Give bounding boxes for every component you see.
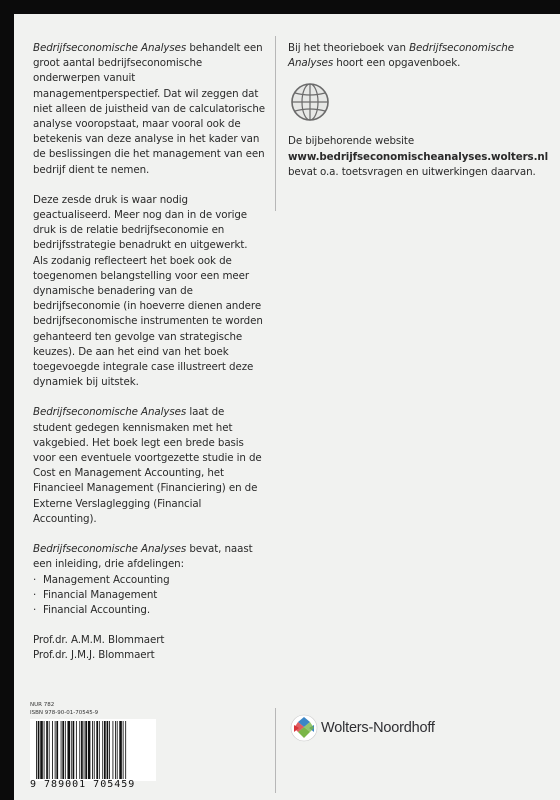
website-link[interactable]: www.bedrijfseconomischeanalyses.wolters.nl <box>288 150 549 163</box>
column-divider-top <box>275 36 276 211</box>
barcode-digits: 9 789001 705459 <box>30 779 136 790</box>
barcode-bar <box>52 721 53 779</box>
workbook-note: Bij het theorieboek van Bedrijfseconomische Analyses hoort een opgavenboek. <box>288 42 514 70</box>
barcode-bar <box>44 721 45 779</box>
barcode-bar <box>67 721 70 779</box>
sections-list <box>33 573 265 619</box>
barcode-bar <box>56 721 58 779</box>
barcode-bar <box>94 721 95 779</box>
barcode-bar <box>85 721 87 779</box>
list-item: · Financial Management <box>33 588 265 603</box>
barcode-bar <box>84 721 85 779</box>
website-intro: De bijbehorende website <box>288 135 415 148</box>
barcode-bar <box>55 721 56 779</box>
column-divider-bottom <box>275 708 276 793</box>
book-title: Bedrijfseconomische Analyses <box>33 543 187 556</box>
companion-column <box>288 41 550 180</box>
scope-paragraph: Bedrijfseconomische Analyses laat de student gedegen kennismaken met het vakgebied. Het boek legt een brede basis voor een eventuele voortgezette studie in de Cost en Management Accounting, het Financieel Management (Financiering) en de Externe Verslaglegging (Financial Accounting). <box>33 406 262 525</box>
barcode-bar <box>62 721 64 779</box>
list-item: · Management Accounting <box>33 573 265 588</box>
barcode-bar <box>99 721 100 779</box>
barcode-bar <box>92 721 93 779</box>
barcode-bar <box>109 721 110 779</box>
barcode-bar <box>115 721 116 779</box>
barcode-bar <box>88 721 91 779</box>
wolters-kluwer-logo-icon <box>290 714 318 742</box>
barcode-bar <box>79 721 80 779</box>
sections-paragraph: Bedrijfseconomische Analyses bevat, naast een inleiding, drie afdelingen: <box>33 543 253 571</box>
publisher-name: Wolters-Noordhoff <box>321 720 435 736</box>
barcode-bar <box>49 721 50 779</box>
publisher-logo <box>290 714 435 742</box>
barcode-bar <box>102 721 103 779</box>
back-cover-page <box>14 14 560 800</box>
website-description: bevat o.a. toetsvragen en uitwerkingen daarvan. <box>288 165 536 178</box>
barcode-bar <box>81 721 83 779</box>
nur-code: NUR 782 <box>30 702 55 708</box>
barcode-bar <box>40 721 43 779</box>
description-column <box>33 41 265 679</box>
barcode-bar <box>117 721 118 779</box>
isbn-code: ISBN 978-90-01-70545-9 <box>30 710 99 716</box>
barcode-bar <box>123 721 124 779</box>
barcode-bar <box>65 721 66 779</box>
barcode-bar <box>71 721 72 779</box>
barcode-bar <box>36 721 37 779</box>
barcode-image <box>30 719 156 781</box>
barcode-bar <box>76 721 77 779</box>
barcode-bar <box>46 721 48 779</box>
book-title: Bedrijfseconomische Analyses <box>33 42 187 54</box>
author-2: Prof.dr. J.M.J. Blommaert <box>33 649 155 662</box>
book-title: Bedrijfseconomische Analyses <box>288 42 514 70</box>
list-item: · Financial Accounting. <box>33 603 265 618</box>
book-title: Bedrijfseconomische Analyses <box>33 406 187 419</box>
edition-paragraph: Deze zesde druk is waar nodig geactualiseerd. Meer nog dan in de vorige druk is de relatie bedrijfseconomie en bedrijfsstrategie benadrukt en uitgewerkt. Als zodanig reflecteert het boek ook de toegenomen belangstelling voor een meer dynamische benadering van de bedrijfseconomie (in hoeverre dienen andere bedrijfseconomische instrumenten te worden gehanteerd ten gevolge van strategische keuzes). De aan het eind van het boek toegevoegde integrale case illustreert deze dynamiek bij uitstek. <box>33 193 263 389</box>
author-1: Prof.dr. A.M.M. Blommaert <box>33 634 165 647</box>
barcode-bar <box>107 721 109 779</box>
barcode-bar <box>61 721 62 779</box>
barcode-bar <box>104 721 106 779</box>
barcode-bar <box>96 721 98 779</box>
intro-paragraph: Bedrijfseconomische Analyses behandelt een groot aantal bedrijfseconomische onderwerpen vanuit managementperspectief. Dat wil zeggen dat niet alleen de juistheid van de calculatorische analyse vooropstaat, maar vooral ook de betekenis van deze analyse in het kader van de beslissingen die het management van een bedrijf dient te nemen. <box>33 42 266 176</box>
globe-icon <box>288 80 332 124</box>
barcode-bar <box>125 721 126 779</box>
barcode-bar <box>73 721 75 779</box>
barcode-bar <box>113 721 114 779</box>
barcode-bar <box>119 721 122 779</box>
barcode-block <box>30 701 160 790</box>
barcode-bar <box>38 721 40 779</box>
